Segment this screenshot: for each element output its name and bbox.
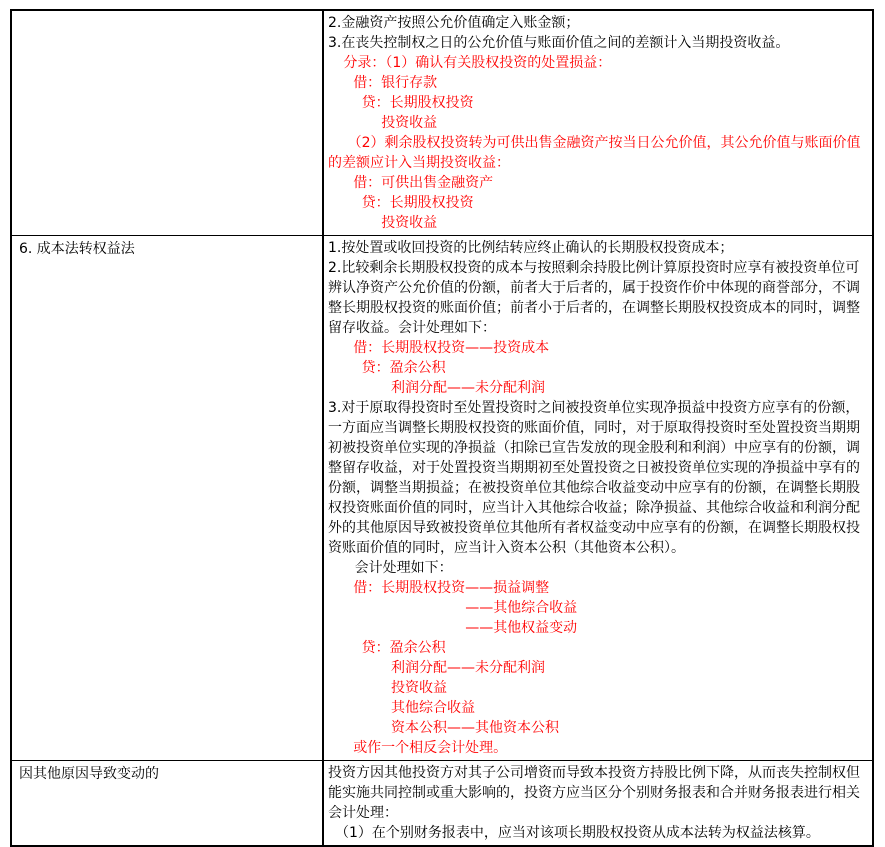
note-text-line: （1）在个别财务报表中，应当对该项长期股权投资从成本法转为权益法核算。 — [335, 825, 820, 841]
journal-entry-line: 或作一个相反会计处理。 — [353, 740, 508, 756]
journal-entry-line: ——其他综合收益 — [465, 600, 578, 616]
note-text-line: 3.对于原取得投资时至处置投资时之间被投资单位实现净损益中投资方应享有的份额，一方面应当调整长期股权投资的账面价值，同时，对于原取得投资时至处置投资当期期初被投资单位实现的净损益（扣除已宣告发放的现金股利和利润）中应享有的份额，调整留存收益，对于处置投资当期期初至处置投资之日被投资单位实现的净损益中享有的份额，调整当期损益；在被投资单位其他综合收益变动中应享有的份额，在调整长期股权投资账面价值的同时，应当计入其他综合收益；除净损益、其他综合收益和利润分配外的其他原因导致被投资单位其他所有者权益变动中应享有的份额，在调整长期股权投资账面价值的同时，应当计入资本公积（其他资本公积）。 — [328, 400, 860, 556]
row-content-cell — [324, 236, 872, 760]
journal-entry-line: 投资收益 — [391, 680, 447, 696]
row-label: 因其他原因导致变动的 — [19, 766, 159, 782]
journal-entry-line: ——其他权益变动 — [465, 620, 578, 636]
journal-entry-line: 借：长期股权投资——投资成本 — [353, 340, 550, 356]
journal-entry-line: 投资收益 — [381, 115, 438, 131]
journal-entry-line: （2）剩余股权投资转为可供出售金融资产按当日公允价值，其公允价值与账面价值的差额应计入当期投资收益： — [328, 135, 861, 171]
row-label-cell — [12, 761, 324, 845]
journal-entry-line: 利润分配——未分配利润 — [391, 660, 545, 676]
journal-entry-line: 贷：盈余公积 — [361, 360, 446, 376]
table-row — [12, 760, 872, 845]
accounting-notes-table — [10, 9, 874, 847]
journal-entry-line: 借：长期股权投资——损益调整 — [353, 580, 550, 596]
journal-entry-line: 贷：长期股权投资 — [361, 195, 474, 211]
journal-entry-line: 借：银行存款 — [353, 75, 438, 91]
row-content-cell — [324, 761, 872, 845]
journal-entry-line: 利润分配——未分配利润 — [391, 380, 545, 396]
journal-entry-line: 分录：（1）确认有关股权投资的处置损益： — [343, 55, 612, 71]
note-text-line: 2.金融资产按照公允价值确定入账金额； — [328, 15, 580, 31]
note-text-line: 3.在丧失控制权之日的公允价值与账面价值之间的差额计入当期投资收益。 — [328, 35, 790, 51]
row-label: 6. 成本法转权益法 — [19, 241, 135, 257]
journal-entry-line: 其他综合收益 — [391, 700, 475, 716]
row-label-cell — [12, 11, 324, 235]
row-content-cell — [324, 11, 872, 235]
note-text-line: 会计处理如下： — [354, 560, 453, 576]
journal-entry-line: 资本公积——其他资本公积 — [391, 720, 559, 736]
table-row — [12, 235, 872, 760]
journal-entry-line: 贷：长期股权投资 — [361, 95, 474, 111]
note-text-line: 投资方因其他投资方对其子公司增资而导致本投资方持股比例下降，从而丧失控制权但能实施共同控制或重大影响的，投资方应当区分个别财务报表和合并财务报表进行相关会计处理： — [328, 765, 860, 821]
journal-entry-line: 借：可供出售金融资产 — [353, 175, 494, 191]
journal-entry-line: 投资收益 — [381, 215, 438, 231]
note-text-line: 1.按处置或收回投资的比例结转应终止确认的长期股权投资成本； — [328, 240, 734, 256]
note-text-line: 2.比较剩余长期股权投资的成本与按照剩余持股比例计算原投资时应享有被投资单位可辨认净资产公允价值的份额，前者大于后者的，属于投资作价中体现的商誉部分，不调整长期股权投资的账面价值；前者小于后者的，在调整长期股权投资成本的同时，调整留存收益。会计处理如下： — [328, 260, 860, 336]
journal-entry-line: 贷：盈余公积 — [361, 640, 446, 656]
table-row — [12, 11, 872, 235]
row-label-cell — [12, 236, 324, 760]
